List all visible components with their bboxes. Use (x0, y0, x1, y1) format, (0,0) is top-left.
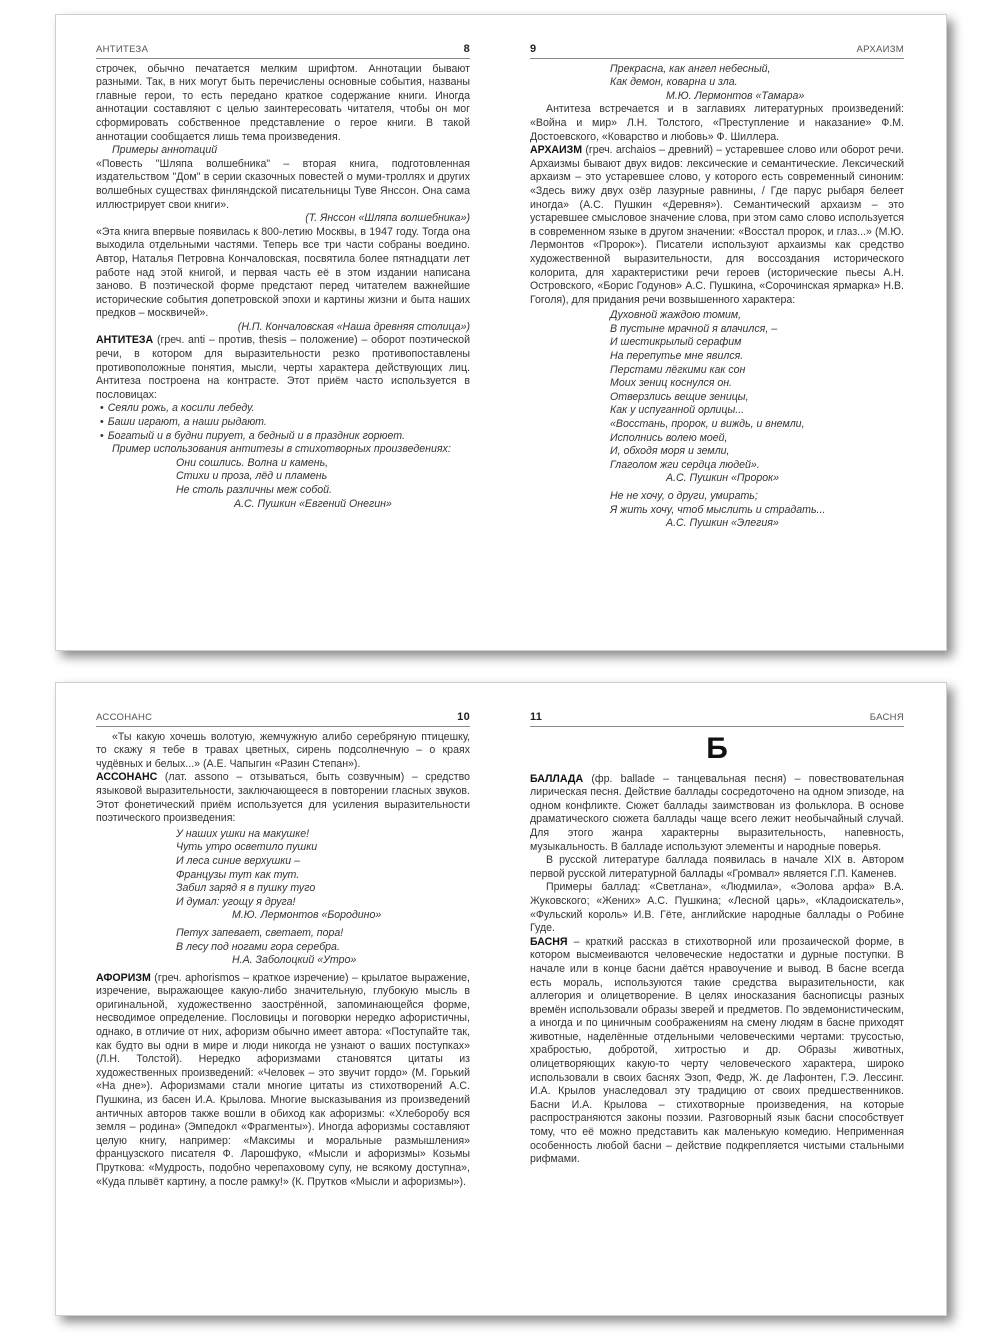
poem-author: А.С. Пушкин «Элегия» (666, 517, 779, 530)
header-word: АССОНАНС (96, 712, 153, 723)
poem-line: Петух запевает, светает, пора! (176, 926, 344, 939)
paragraph (96, 144, 470, 158)
running-header (96, 711, 470, 727)
paragraph-text: (греч. archaios – древний) – устаревшее слово или оборот речи. Архаизмы бывают двух видов: лексические и семантические. Лексический архаизм – это устаревшее слово, у которого есть современный синоним: «Здесь вижу двух озёр лазурные равнины, / Где парус рыбаря белеет иногда» (А.С. Пушкин «Деревня»). Семантический архаизм – это устаревшее смысловое значение слова, при этом само слово используется в современном языке в другом значении: «Восстал пророк, и глаз...» (М.Ю. Лермонтов «Пророк»). Писатели используют архаизмы как средство художественной выразительности, для воссоздания исторического колорита, для характеристики речи героев (исторические пьесы А.Н. Островского, «Борис Годунов» А.С. Пушкина, «Сорочинская ярмарка» Н.В. Гоголя), для придания речи возвышенного характера: (530, 144, 904, 306)
header-word: АНТИТЕЗА (96, 44, 149, 55)
page-number: 10 (457, 711, 470, 723)
text-block (530, 103, 904, 307)
section-letter: Б (706, 731, 728, 765)
poem-line: Они сошлись. Волна и камень, (176, 456, 329, 469)
running-header (96, 43, 470, 59)
paragraph-text: Примеры баллад: «Светлана», «Людмила», «Эолова арфа» В.А. Жуковского; «Жених» А.С. Пушкина; «Лесной царь», «Кладоискатель», «Фульский король» И.В. Гёте, английские народные баллады о Робине Гуде. (530, 881, 904, 935)
paragraph-text: «Ты какую хочешь волотую, жемчужную алибо серебряную птицешку, то скажу я тебе в травах цветных, сирень подсолнечную – о краях чудёвных и белых...» (А.Е. Чапыгин «Разин Степан»). (96, 730, 470, 770)
poem-line: Стихи и проза, лёд и пламень (176, 470, 328, 483)
poem-line: Я жить хочу, чтоб мыслить и страдать... (610, 503, 826, 516)
paragraph-text: В русской литературе баллада появилась в начале XIX в. Автором первой русской литературной баллады «Громвал» является Г.П. Каменев. (530, 854, 904, 880)
poem-line: Перстами лёгкими как сон (610, 363, 746, 376)
header-word: БАСНЯ (869, 712, 904, 723)
paragraph (96, 63, 470, 145)
paragraph-text: строчек, обычно печатается мелким шрифтом. Аннотации бывают разными. Так, в них могут быть перечислены основные события, названы главные герои, то есть передано краткое содержание книги. Иногда аннотации составляют с целью заинтересовать читателя, чтобы он мог сформировать собственное представление о герое книги. В такой аннотации сообщается лишь тема произведения. (96, 62, 470, 143)
list-item: • Баши играют, а наши рыдают. (108, 416, 470, 430)
poem-line: Не столь различны меж собой. (176, 484, 332, 496)
paragraph (96, 212, 470, 226)
page-number: 9 (530, 43, 537, 55)
poem-author: А.С. Пушкин «Евгений Онегин» (234, 497, 392, 510)
paragraph (530, 144, 904, 307)
poem-line: Как демон, коварна и зла. (610, 76, 738, 89)
paragraph (96, 158, 470, 212)
entry-term: АРХАИЗМ (530, 144, 583, 157)
poem-line: Не не хочу, о други, умирать; (610, 490, 758, 502)
page-8 (56, 15, 500, 650)
poem-line: Исполнись волею моей, (610, 431, 728, 444)
poem-line: «Восстань, пророк, и виждь, и внемли, (610, 418, 805, 431)
entry-term: БАЛЛАДА (530, 772, 584, 785)
poem-line: Забил заряд я в пушку туго (176, 882, 316, 895)
entry-term: АНТИТЕЗА (96, 334, 154, 347)
paragraph-text: (фр. ballade – танцевальная песня) – повествовательная лирическая песня. Действие баллады сосредоточено на одном эпизоде, на одном конфликте. Сюжет баллады заимствован из фольклора. В основе драматического сюжета баллады чаще всего лежит необычайный случай. Для этого жанра характерны выразительность, напевность, музыкальность. В балладе используют элементы и народные поверья. (530, 772, 904, 853)
poem-line: И думал: угощу я друга! (176, 895, 296, 908)
poem-line: В пустыне мрачной я влачился, – (610, 322, 778, 335)
poem-line: Моих зениц коснулся он. (610, 377, 733, 390)
page-10 (56, 683, 500, 1315)
poem-line: Прекрасна, как ангел небесный, (610, 62, 771, 75)
poem-line: И, обходя моря и земли, (610, 445, 730, 458)
paragraph (96, 771, 470, 825)
proverb-list (96, 402, 470, 443)
poem-line: И шестикрылый серафим (610, 336, 742, 349)
poem (176, 457, 470, 511)
poem-line: Чуть утро осветило пушки (176, 841, 318, 854)
paragraph-text: «Повесть "Шляпа волшебника" – вторая книга, подготовленная издательством "Дом" в серии сказочных повестей о муми-троллях и других волшебных существах финляндской писательницы Туве Янссон. Она сама иллюстрирует свои книги». (96, 157, 470, 211)
poem-line: В лесу под ногами гора серебра. (176, 940, 340, 953)
page-number: 11 (530, 711, 543, 723)
example-caption: Пример использования антитезы в стихотворных произведениях: (112, 443, 451, 456)
text-block (96, 731, 470, 826)
paragraph-text: (Т. Янссон «Шляпа волшебника») (305, 212, 470, 225)
paragraph (96, 972, 470, 1190)
page-number: 8 (463, 43, 470, 55)
entry-term: АФОРИЗМ (96, 971, 151, 984)
paragraph-text: «Эта книга впервые появилась к 800-летию Москвы, в 1947 году. Тогда она выходила отдельными частями. Теперь все три части собраны воедино. Автор, Наталья Петровна Кончаловская, посвятила более пятнадцати лет работе над этой книгой, и первая часть её в этом издании написана заново. В поэтической форме предстают перед читателем важнейшие исторические события допетровской эпохи и картины жизни и быта наших предков – москвичей». (96, 225, 470, 320)
paragraph (96, 226, 470, 321)
poem-line: У наших ушки на макушке! (176, 827, 310, 840)
poem-line: Глаголом жги сердца людей». (610, 458, 760, 471)
poem-author: М.Ю. Лермонтов «Бородино» (232, 909, 382, 922)
page-9 (500, 15, 946, 650)
paragraph-text: (греч. aphorismos – краткое изречение) – крылатое выражение, изречение, выражающее какую-либо значительную, глубокую мысль в оригинальной, художественно заострённой, запоминающейся форме, несводимое определение. Пословицы и поговорки нередко афористичны, однако, в отличие от них, афоризм обычно имеет автора: «Поступайте так, как будто вы одни в мире и люди никогда не узнают о ваших поступках» (Л.Н. Толстой). Нередко афоризмами становятся цитаты из художественных произведений: «Человек – это звучит гордо» (М. Горький «На дне»). Афоризмами стали многие цитаты из стихотворений А.С. Пушкина, из басен И.А. Крылова. Многие высказывания из произведений античных авторов также вошли в обиход как афоризмы: «Хлеборобу вся земля – родина» (Эмпедокл «Фрагменты»). Иногда афоризмы составляют целую книгу, например: «Максимы и моральные размышления» французского писателя Ф. Ларошфуко, «Мысли и афоризмы» Козьмы Пруткова: «Мудрость, подобно черепаховому супу, не всякому доступна», «Куда плывёт картину, а после рамку!» (К. Прутков «Мысли и афоризмы»). (96, 971, 470, 1188)
paragraph (530, 103, 904, 144)
paragraph (530, 773, 904, 855)
poem-line: Духовной жаждою томим, (610, 309, 742, 322)
poem-line: Французы тут как тут. (176, 868, 300, 881)
text-block (530, 773, 904, 1167)
paragraph (530, 854, 904, 881)
text-block (96, 63, 470, 403)
running-header (530, 43, 904, 59)
poem (610, 63, 904, 104)
poem-author: А.С. Пушкин «Пророк» (666, 472, 780, 485)
paragraph (96, 334, 470, 402)
paragraph-text: – краткий рассказ в стихотворной или прозаической форме, в котором высмеиваются человеческие недостатки и дурные поступки. В начале или в конце басни даётся нравоучение и вывод. В басне всегда есть мораль, используются такие средства выразительности, как аллегория и олицетворение. В целях иносказания баснописцы разных времён использовали образы зверей и предметов. По эвдемонистическим, а иногда и по циничным соображениям на смену людям в басне приходят животные, наделённые отдельными человеческими чертами: трусостью, храбростью, добротой, хитростью и др. Образы животных, олицетворяющих какую-то черту человеческого характера, широко использовали в своих баснях Эзоп, Федр, Ж. де Лафонтен, Г.Э. Лессинг. И.А. Крылов унаследовал эту традицию от своих предшественников. Басни И.А. Крылова – стихотворные произведения, на которые распространяются законы поэзии. Разговорный язык басни способствует тому, что её можно представить как маленькую комедию. Неприменная особенность любой басни – действие подкрепляется чистыми стальными рифмами. (530, 935, 904, 1166)
paragraph (530, 881, 904, 935)
header-word: АРХАИЗМ (856, 44, 904, 55)
paragraph-text: (Н.П. Кончаловская «Наша древняя столица») (237, 320, 470, 333)
paragraph-text: (лат. assono – отзываться, быть созвучным) – средство языковой выразительности, заключающееся в повторении гласных звуков. Этот фонетический приём используется для усиления выразительности поэтического произведения: (96, 771, 470, 825)
paragraph (96, 321, 470, 335)
entry-term: АССОНАНС (96, 771, 158, 784)
paragraph (530, 936, 904, 1167)
poem-line: Отверзлись вещие зеницы, (610, 390, 749, 403)
text-block (96, 972, 470, 1190)
poem (610, 309, 904, 531)
paragraph (96, 731, 470, 772)
poem-author: М.Ю. Лермонтов «Тамара» (666, 89, 805, 102)
list-item: • Богатый и в будни пирует, а бедный и в праздник горюет. (108, 430, 470, 444)
poem (176, 828, 470, 968)
running-header (530, 711, 904, 727)
paragraph-text: Примеры аннотаций (112, 144, 218, 157)
paragraph-text: Антитеза встречается и в заглавиях литературных произведений: «Война и мир» Л.Н. Толстого, «Преступление и наказание» Ф.М. Достоевского, «Коварство и любовь» Ф. Шиллера. (530, 103, 904, 143)
entry-term: БАСНЯ (530, 935, 568, 948)
poem-line: Как у испуганной орлицы... (610, 404, 745, 417)
poem-line: На перепутье мне явился. (610, 350, 744, 363)
spread-top (55, 14, 947, 651)
poem-author: Н.А. Заболоцкий «Утро» (232, 954, 357, 967)
spread-bottom (55, 682, 947, 1316)
page-11 (500, 683, 946, 1315)
list-item: • Сеяли рожь, а косили лебеду. (108, 402, 470, 416)
paragraph-text: (греч. anti – против, thesis – положение) – оборот поэтической речи, в котором для выразительности резко противопоставлены противоположные понятия, мысли, черты характера действующих лиц. Антитеза построена на контрасте. Этот приём часто используется в пословицах: (96, 334, 470, 401)
poem-line: И леса синие верхушки – (176, 854, 300, 867)
